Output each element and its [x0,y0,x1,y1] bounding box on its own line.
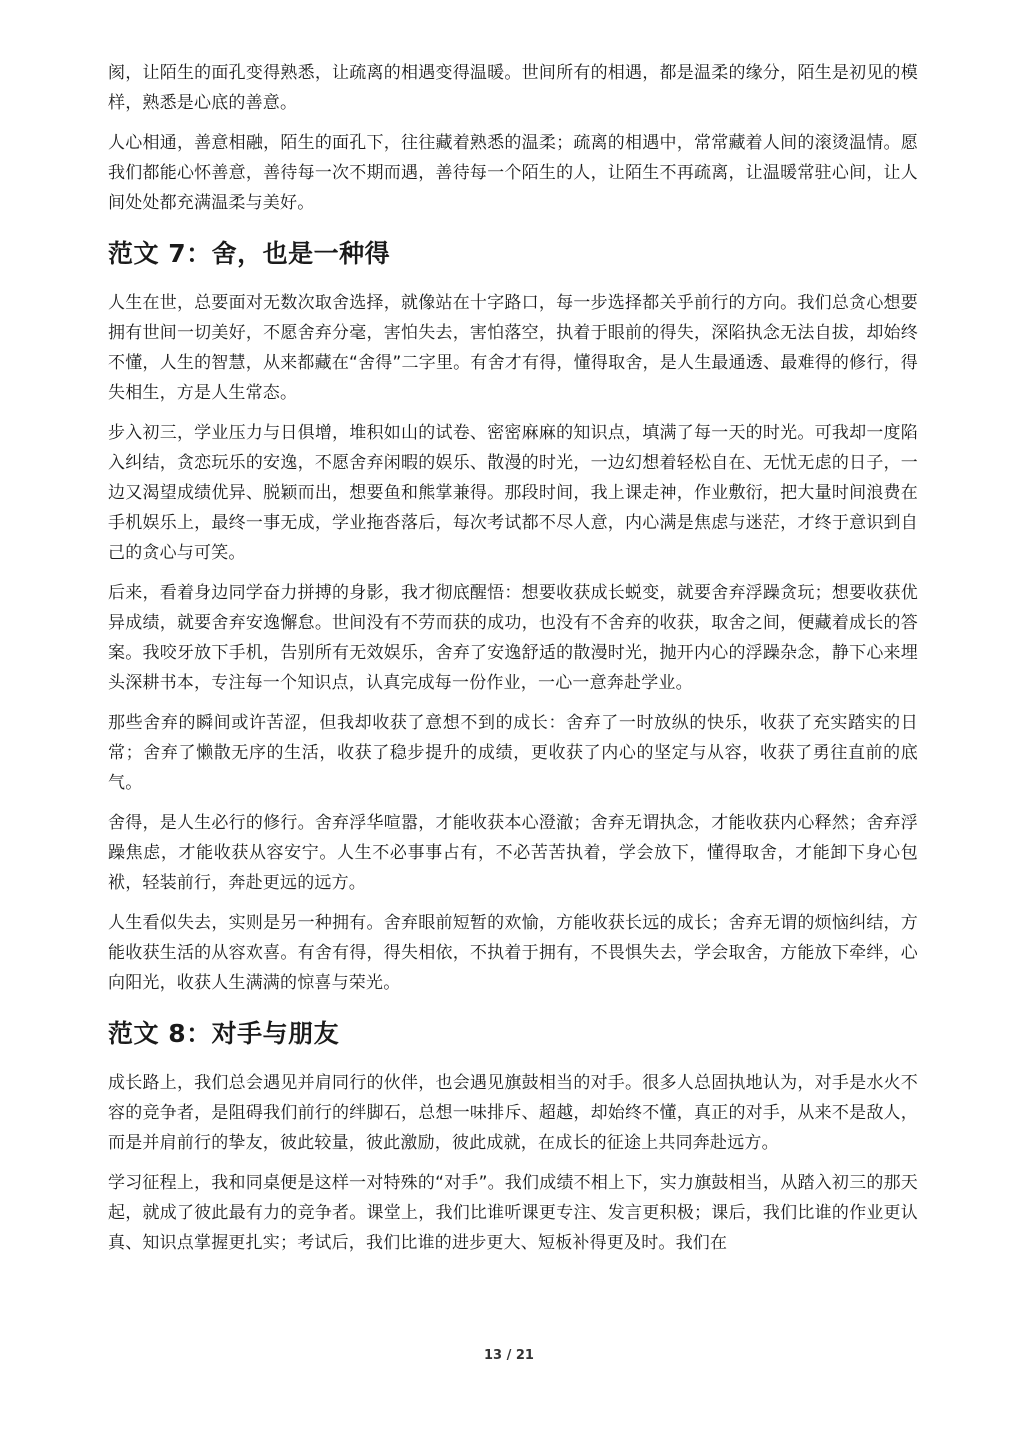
paragraph: 学习征程上，我和同桌便是这样一对特殊的“对手”。我们成绩不相上下，实力旗鼓相当，从踏入初三的那天起，就成了彼此最有力的竞争者。课堂上，我们比谁听课更专注、发言更积极；课后，我们比谁的作业更认真、知识点掌握更扎实；考试后，我们比谁的进步更大、短板补得更及时。我们在 [108,1173,918,1253]
paragraph: 阂，让陌生的面孔变得熟悉，让疏离的相遇变得温暖。世间所有的相遇，都是温柔的缘分，陌生是初见的模样，熟悉是心底的善意。 [108,63,918,113]
paragraph: 人生看似失去，实则是另一种拥有。舍弃眼前短暂的欢愉，方能收获长远的成长；舍弃无谓的烦恼纠结，方能收获生活的从容欢喜。有舍有得，得失相依，不执着于拥有，不畏惧失去，学会取舍，方能放下牵绊，心向阳光，收获人生满满的惊喜与荣光。 [108,913,918,993]
paragraph: 成长路上，我们总会遇见并肩同行的伙伴，也会遇见旗鼓相当的对手。很多人总固执地认为，对手是水火不容的竞争者，是阻碍我们前行的绊脚石，总想一味排斥、超越，却始终不懂，真正的对手，从来不是敌人，而是并肩前行的挚友，彼此较量，彼此激励，彼此成就，在成长的征途上共同奔赴远方。 [108,1073,918,1153]
paragraph: 舍得，是人生必行的修行。舍弃浮华喧嚣，才能收获本心澄澈；舍弃无谓执念，才能收获内心释然；舍弃浮躁焦虑，才能收获从容安宁。人生不必事事占有，不必苦苦执着，学会放下，懂得取舍，才能卸下身心包袱，轻装前行，奔赴更远的远方。 [108,813,918,893]
paragraph: 后来，看着身边同学奋力拼搏的身影，我才彻底醒悟：想要收获成长蜕变，就要舍弃浮躁贪玩；想要收获优异成绩，就要舍弃安逸懈怠。世间没有不劳而获的成功，也没有不舍弃的收获，取舍之间，便藏着成长的答案。我咬牙放下手机，告别所有无效娱乐，舍弃了安逸舒适的散漫时光，抛开内心的浮躁杂念，静下心来埋头深耕书本，专注每一个知识点，认真完成每一份作业，一心一意奔赴学业。 [108,583,918,693]
paragraph: 人生在世，总要面对无数次取舍选择，就像站在十字路口，每一步选择都关乎前行的方向。我们总贪心想要拥有世间一切美好，不愿舍弃分毫，害怕失去，害怕落空，执着于眼前的得失，深陷执念无法自拔，却始终不懂，人生的智慧，从来都藏在“舍得”二字里。有舍才有得，懂得取舍，是人生最通透、最难得的修行，得失相生，方是人生常态。 [108,293,918,403]
paragraph: 那些舍弃的瞬间或许苦涩，但我却收获了意想不到的成长：舍弃了一时放纵的快乐，收获了充实踏实的日常；舍弃了懒散无序的生活，收获了稳步提升的成绩，更收获了内心的坚定与从容，收获了勇往直前的底气。 [108,713,918,793]
page-number: 13 / 21 [484,1348,534,1363]
section-heading-essay-7: 范文 7：舍，也是一种得 [108,239,391,268]
section-heading-essay-8: 范文 8：对手与朋友 [108,1019,340,1048]
paragraph: 人心相通，善意相融，陌生的面孔下，往往藏着熟悉的温柔；疏离的相遇中，常常藏着人间的滚烫温情。愿我们都能心怀善意，善待每一次不期而遇，善待每一个陌生的人，让陌生不再疏离，让温暖常驻心间，让人间处处都充满温柔与美好。 [108,133,918,213]
paragraph: 步入初三，学业压力与日俱增，堆积如山的试卷、密密麻麻的知识点，填满了每一天的时光。可我却一度陷入纠结，贪恋玩乐的安逸，不愿舍弃闲暇的娱乐、散漫的时光，一边幻想着轻松自在、无忧无虑的日子，一边又渴望成绩优异、脱颖而出，想要鱼和熊掌兼得。那段时间，我上课走神，作业敷衍，把大量时间浪费在手机娱乐上，最终一事无成，学业拖沓落后，每次考试都不尽人意，内心满是焦虑与迷茫，才终于意识到自己的贪心与可笑。 [108,423,918,563]
page-content [108,58,918,1268]
